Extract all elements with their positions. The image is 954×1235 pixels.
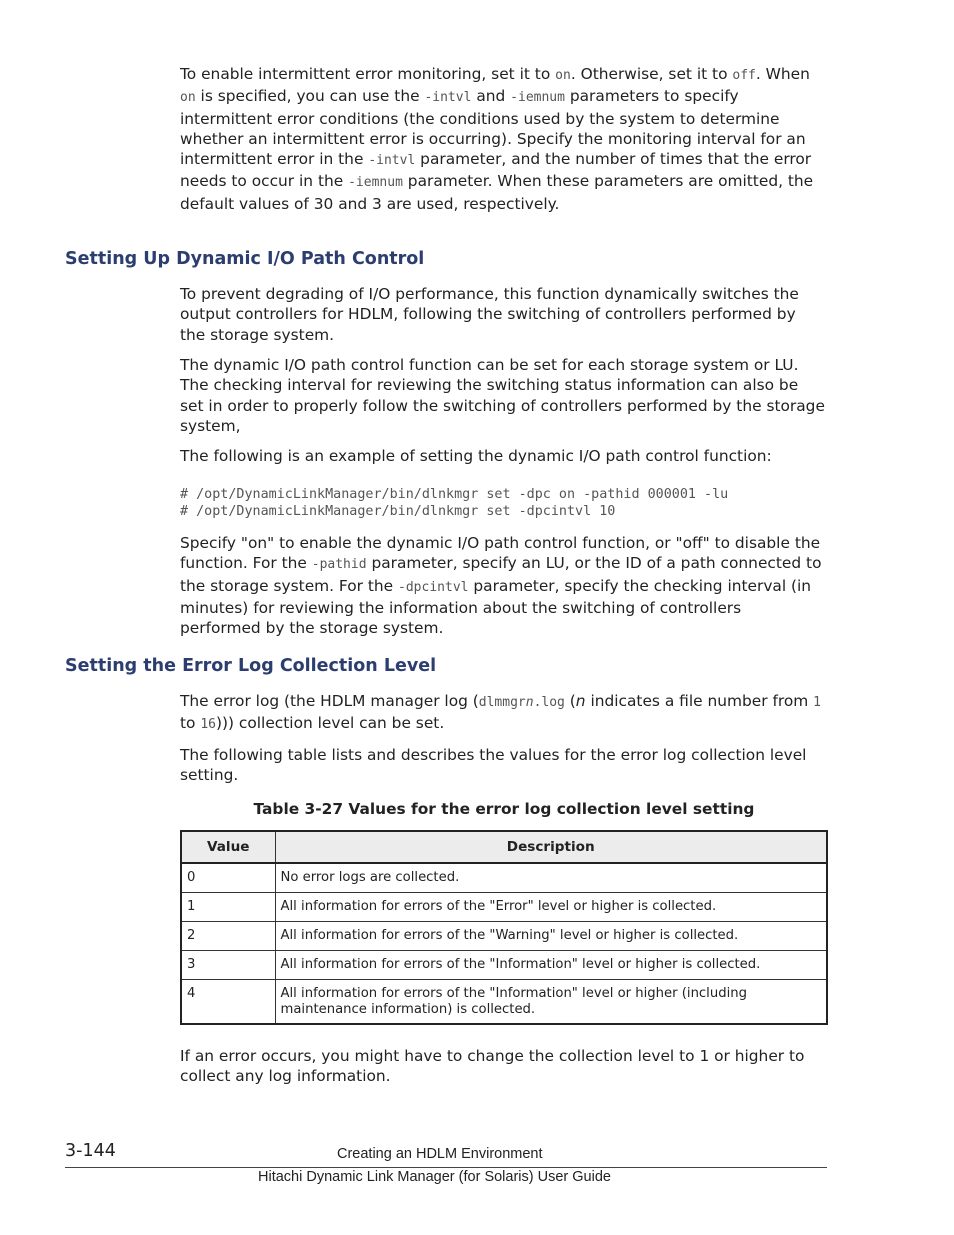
cell-description: All information for errors of the "Information" level or higher is collected. xyxy=(275,951,827,980)
cell-description: All information for errors of the "Error" level or higher is collected. xyxy=(275,893,827,922)
error-log-paragraph-3: If an error occurs, you might have to change the collection level to 1 or higher to collect any log information. xyxy=(180,1047,805,1086)
command-example xyxy=(180,486,880,520)
code-line: # /opt/DynamicLinkManager/bin/dlnkmgr set -dpcintvl 10 xyxy=(180,504,616,519)
cell-value: 2 xyxy=(181,922,275,951)
cell-description: No error logs are collected. xyxy=(275,863,827,893)
column-header-value: Value xyxy=(181,831,275,863)
column-header-description: Description xyxy=(275,831,827,863)
error-log-paragraph-1: The error log (the HDLM manager log (dlmmgrn.log (n indicates a file number from 1 to 16))) collection level can be set. xyxy=(180,692,821,733)
table-row xyxy=(181,951,827,980)
code-line: # /opt/DynamicLinkManager/bin/dlnkmgr set -dpc on -pathid 000001 -lu xyxy=(180,487,729,502)
cell-value: 0 xyxy=(181,863,275,893)
table-row xyxy=(181,893,827,922)
error-log-paragraph-2: The following table lists and describes the values for the error log collection level setting. xyxy=(180,746,807,785)
dynamic-io-paragraph-2: The dynamic I/O path control function can be set for each storage system or LU. The checking interval for reviewing the switching status information can also be set in order to properly follow the switching of controllers performed by the storage system, xyxy=(180,356,825,435)
footer-divider xyxy=(65,1167,827,1168)
dynamic-io-paragraph-4: Specify "on" to enable the dynamic I/O path control function, or "off" to disable the function. For the -pathid parameter, specify an LU, or the ID of a path connected to the storage system. For the -dpcintvl parameter, specify the checking interval (in minutes) for reviewing the information about the switching of controllers performed by the storage system. xyxy=(180,534,822,638)
cell-value: 1 xyxy=(181,893,275,922)
cell-value: 4 xyxy=(181,980,275,1025)
table-caption: Table 3-27 Values for the error log collection level setting xyxy=(253,800,755,818)
table-row xyxy=(181,922,827,951)
intro-paragraph: To enable intermittent error monitoring, set it to on. Otherwise, set it to off. When on is specified, you can use the -intvl and -iemnum parameters to specify intermittent error conditions (the conditions used by the system to determine whether an intermittent error is occurring). Specify the monitoring interval for an intermittent error in the -intvl parameter, and the number of times that the error needs to occur in the -iemnum parameter. When these parameters are omitted, the default values of 30 and 3 are used, respectively. xyxy=(180,65,814,213)
error-log-level-table xyxy=(180,830,828,1025)
table-row xyxy=(181,980,827,1025)
cell-value: 3 xyxy=(181,951,275,980)
cell-description: All information for errors of the "Information" level or higher (including maintenance information) is collected. xyxy=(275,980,827,1025)
table-header-row xyxy=(181,831,827,863)
book-title: Hitachi Dynamic Link Manager (for Solaris) User Guide xyxy=(258,1169,611,1185)
chapter-title: Creating an HDLM Environment xyxy=(337,1146,543,1162)
dynamic-io-paragraph-1: To prevent degrading of I/O performance, this function dynamically switches the output controllers for HDLM, following the switching of controllers performed by the storage system. xyxy=(180,285,799,344)
dynamic-io-paragraph-3: The following is an example of setting the dynamic I/O path control function: xyxy=(180,447,772,465)
table-row xyxy=(181,863,827,893)
section-heading-dynamic-io: Setting Up Dynamic I/O Path Control xyxy=(65,249,425,269)
cell-description: All information for errors of the "Warning" level or higher is collected. xyxy=(275,922,827,951)
section-heading-error-log: Setting the Error Log Collection Level xyxy=(65,656,437,676)
page-number: 3-144 xyxy=(65,1141,116,1161)
